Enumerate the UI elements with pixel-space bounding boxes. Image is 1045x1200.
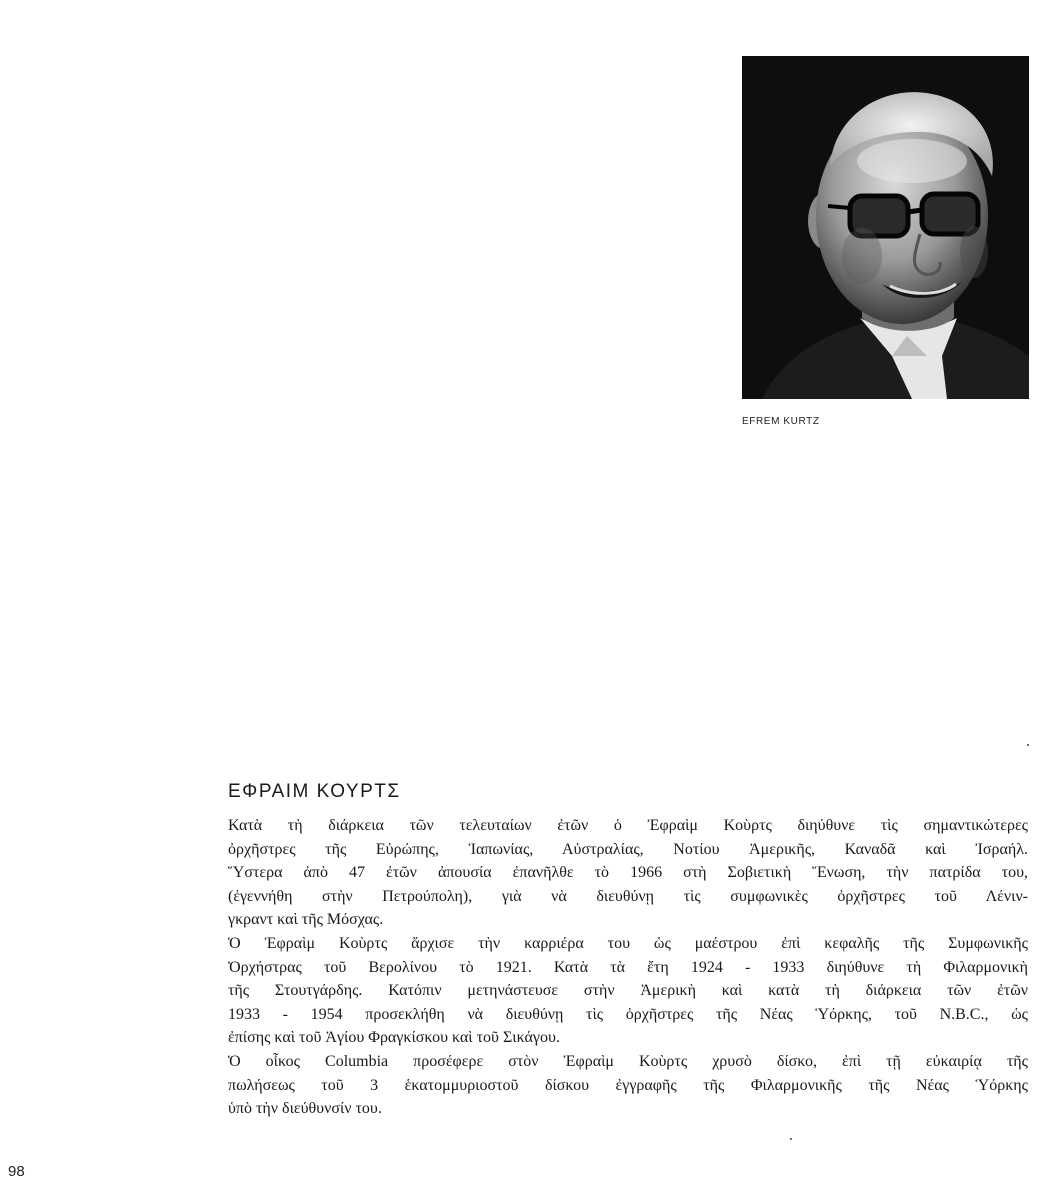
body-line: τῆς Στουτγάρδης. Κατόπιν μετηνάστευσε στὴν Ἀμερικὴ καὶ κατὰ τὴ διάρκεια τῶν ἐτῶν (228, 982, 1028, 1000)
body-line: ἐπίσης καὶ τοῦ Ἁγίου Φραγκίσκου καὶ τοῦ Σικάγου. (228, 1029, 560, 1047)
body-line: Ὁ Ἐφραὶμ Κοὺρτς ἄρχισε τὴν καρριέρα του ὡς μαέστρου ἐπὶ κεφαλῆς τῆς Συμφωνικῆς (228, 934, 1028, 952)
body-line: 1933 - 1954 προσεκλήθη νὰ διευθύνῃ τὶς ὀρχῆστρες τῆς Νέας Ὑόρκης, τοῦ N.B.C., ὡς (228, 1005, 1028, 1023)
photo-caption: EFREM KURTZ (742, 416, 820, 427)
print-speck (1027, 744, 1029, 746)
article-title: ΕΦΡΑΙΜ ΚΟΥΡΤΣ (228, 781, 401, 802)
body-line: ὑπὸ τὴν διεύθυνσίν του. (228, 1100, 382, 1118)
body-line: πωλήσεως τοῦ 3 ἑκατομμυριοστοῦ δίσκου ἐγγραφῆς τῆς Φιλαρμονικῆς τῆς Νέας Ὑόρκης (228, 1076, 1028, 1094)
article-body (228, 814, 1028, 1121)
body-line: Ὕστερα ἀπὸ 47 ἐτῶν ἀπουσία ἐπανῆλθε τὸ 1966 στὴ Σοβιετικὴ Ἕνωση, τὴν πατρίδα του, (228, 864, 1028, 882)
body-line: ὀρχῆστρες τῆς Εὐρώπης, Ἰαπωνίας, Αὐστραλίας, Νοτίου Ἀμερικῆς, Καναδᾶ καὶ Ἰσραήλ. (228, 840, 1028, 858)
body-line: (ἐγεννήθη στὴν Πετρούπολη), γιὰ νὰ διευθύνῃ τὶς συμφωνικὲς ὀρχῆστρες τοῦ Λένιν- (228, 887, 1028, 905)
page-number: 98 (8, 1163, 25, 1180)
portrait-photo (742, 56, 1029, 399)
body-line: Ὀρχήστρας τοῦ Βερολίνου τὸ 1921. Κατὰ τὰ ἔτη 1924 - 1933 διηύθυνε τὴ Φιλαρμονικὴ (228, 958, 1028, 976)
body-line: Κατὰ τὴ διάρκεια τῶν τελευταίων ἐτῶν ὁ Ἐφραὶμ Κοὺρτς διηύθυνε τὶς σημαντικώτερες (228, 817, 1028, 834)
body-line: γκραντ καὶ τῆς Μόσχας. (228, 911, 384, 929)
print-speck (790, 1138, 792, 1140)
body-line: Ὁ οἶκος Columbia προσέφερε στὸν Ἐφραὶμ Κοὺρτς χρυσὸ δίσκο, ἐπὶ τῇ εὐκαιρίᾳ τῆς (228, 1052, 1028, 1070)
portrait-illustration (742, 56, 1029, 399)
